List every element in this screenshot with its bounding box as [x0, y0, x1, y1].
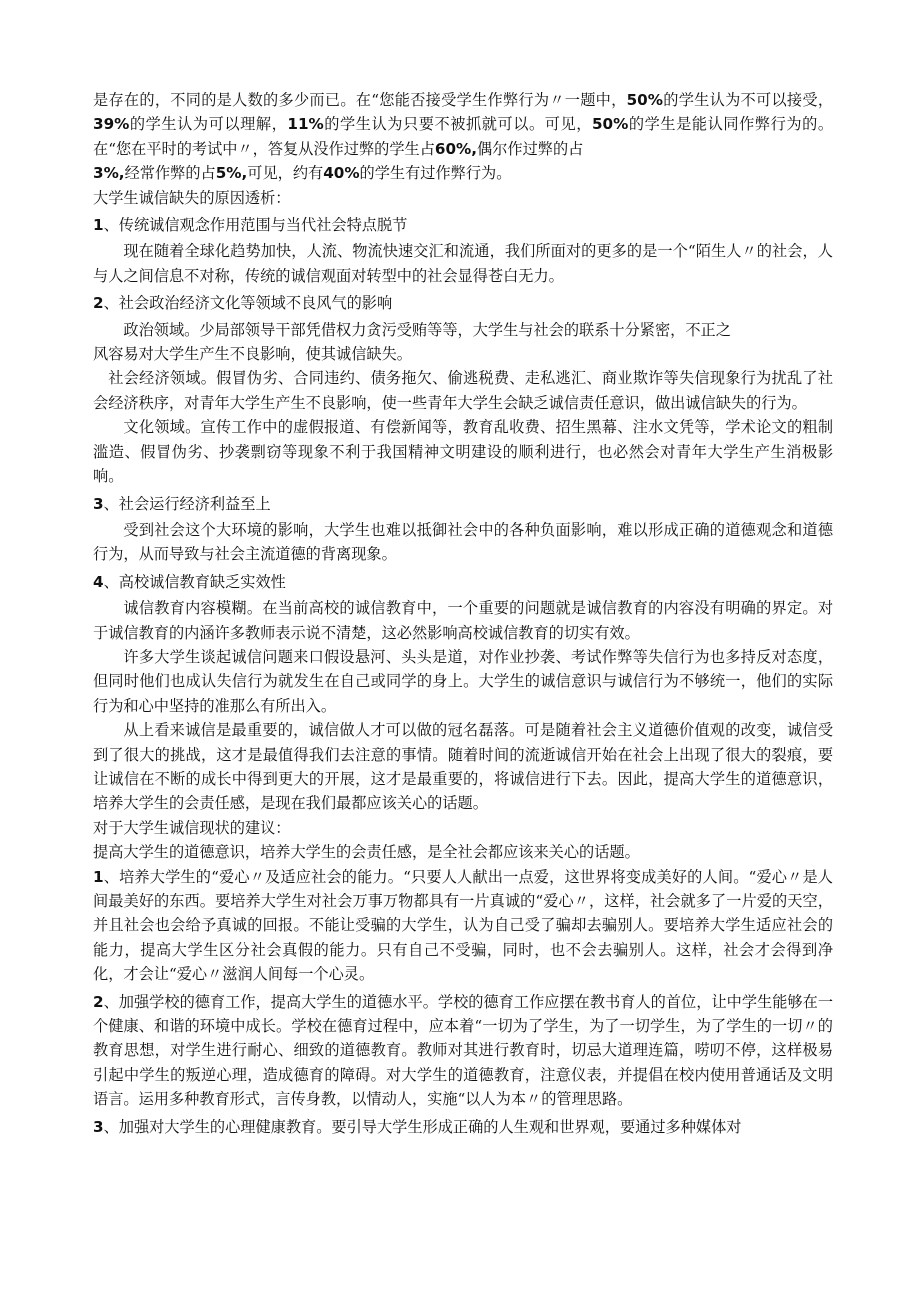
percent-value: 40% — [323, 164, 360, 183]
text-run: 是存在的，不同的是人数的多少而已。在“您能否接受学生作弊行为〃一题中， — [93, 91, 627, 109]
suggestion-1 — [93, 865, 833, 987]
cause-1-paragraph: 现在随着全球化趋势加快，人流、物流快速交汇和流通，我们所面对的更多的是一个“陌生人〃的社会，人与人之间信息不对称，传统的诚信观面对转型中的社会显得苍白无力。 — [93, 242, 833, 285]
percent-value: 60%, — [434, 139, 478, 158]
heading-number: 3 — [93, 494, 104, 513]
text-run: 的学生认为只要不被抓就可以。可见， — [323, 115, 592, 134]
document-page — [93, 88, 833, 1141]
suggestion-2 — [93, 990, 833, 1112]
suggestions-title: 对于大学生诚信现状的建议： — [93, 818, 291, 837]
suggestion-text: 、加强学校的德育工作，提高大学生的道德水平。学校的德育工作应摆在教书育人的首位，让中学生能够在一个健康、和谐的环境中成长。学校在德育过程中，应本着“一切为了学生，为了一切学生，为了学生的一切〃的教育思想，对学生进行耐心、细致的道德教育。教师对其进行教育时，切忌大道理连篇，唠叨不停，这样极易引起中学生的叛逆心理，造成德育的障碍。对大学生的道德教育，注意仪表，并提倡在校内使用普通话及文明语言。运用多种教育形式，言传身教，以情动人，实施“以人为本〃的管理思路。 — [93, 992, 833, 1109]
cause-2-politics-paragraph-b: 风容易对大学生产生不良影响，使其诚信缺失。 — [93, 345, 412, 364]
text-run: 的学生有过作弊行为。 — [359, 164, 512, 183]
suggestion-text: 、培养大学生的“爱心〃及适应社会的能力。“只要人人献出一点爱，这世界将变成美好的人间。“爱心〃是人间最美好的东西。要培养大学生对社会万事万物都具有一片真诚的“爱心〃，这样，社会就多了一片爱的天空，并且社会也会给予真诚的回报。不能让受骗的大学生，认为自己受了骗却去骗别人。要培养大学生适应社会的能力，提高大学生区分社会真假的能力。只有自己不受骗，同时，也不会去骗别人。这样，社会才会得到净化，才会让“爱心〃滋润人间每一个心灵。 — [93, 867, 833, 984]
heading-number: 4 — [93, 572, 104, 591]
suggestions-intro: 提高大学生的道德意识，培养大学生的会责任感，是全社会都应该来关心的话题。 — [93, 843, 640, 862]
suggestion-number: 2 — [93, 992, 104, 1011]
suggestion-3 — [93, 1115, 833, 1139]
cause-1-heading — [93, 213, 833, 237]
cause-3-heading — [93, 492, 833, 516]
cause-4-paragraph-3: 从上看来诚信是最重要的，诚信做人才可以做的冠名磊落。可是随着社会主义道德价值观的改变，诚信受到了很大的挑战，这才是最值得我们去注意的事情。随着时间的流逝诚信开始在社会上出现了很大的裂痕，要让诚信在不断的成长中得到更大的开展，这才是最重要的，将诚信进行下去。因此，提高大学生的道德意识，培养大学生的会责任感，是现在我们最都应该关心的话题。 — [93, 721, 833, 813]
percent-value: 3%, — [93, 164, 125, 183]
survey-paragraph — [93, 88, 833, 186]
suggestion-number: 1 — [93, 867, 104, 886]
text-run: 的学生认为不可以接受， — [662, 91, 834, 109]
text-run: 可见，约有 — [247, 164, 324, 183]
heading-text: 、社会运行经济利益至上 — [103, 494, 271, 513]
text-run: 偶尔作过弊的占 — [477, 139, 584, 158]
cause-3-paragraph: 受到社会这个大环境的影响，大学生也难以抵御社会中的各种负面影响，难以形成正确的道德观念和道德行为，从而导致与社会主流道德的背离现象。 — [93, 520, 833, 564]
percent-value: 50% — [626, 91, 663, 109]
percent-value: 39% — [93, 115, 130, 134]
cause-2-heading — [93, 291, 833, 315]
heading-text: 、传统诚信观念作用范围与当代社会特点脱节 — [103, 216, 408, 235]
percent-value: 50% — [591, 115, 629, 134]
heading-text: 、社会政治经济文化等领域不良风气的影响 — [103, 294, 393, 313]
percent-value: 11% — [287, 115, 324, 134]
cause-4-paragraph-1: 诚信教育内容模糊。在当前高校的诚信教育中，一个重要的问题就是诚信教育的内容没有明确的界定。对于诚信教育的内涵许多教师表示说不清楚，这必然影响高校诚信教育的切实有效。 — [93, 599, 833, 642]
heading-text: 、高校诚信教育缺乏实效性 — [103, 572, 286, 591]
cause-2-economy-paragraph: 社会经济领域。假冒伪劣、合同违约、债务拖欠、偷逃税费、走私逃汇、商业欺诈等失信现象行为扰乱了社会经济秩序，对青年大学生产生不良影响，使一些青年大学生会缺乏诚信责任意识，做出诚信缺失的行为。 — [93, 369, 833, 412]
cause-4-heading — [93, 570, 833, 594]
text-run: 的学生是能认同作弊行为的。在“您在平时的考试中〃，答复从没作过弊的学生占 — [93, 115, 834, 158]
percent-value: 5%, — [215, 164, 248, 183]
heading-number: 2 — [93, 294, 104, 313]
heading-number: 1 — [93, 216, 104, 235]
cause-2-culture-paragraph: 文化领域。宣传工作中的虚假报道、有偿新闻等，教育乱收费、招生黑幕、注水文凭等，学术论文的粗制滥造、假冒伪劣、抄袭剽窃等现象不利于我国精神文明建设的顺利进行，也必然会对青年大学生产生消极影响。 — [93, 418, 833, 486]
suggestion-number: 3 — [93, 1117, 104, 1136]
suggestion-text: 、加强对大学生的心理健康教育。要引导大学生形成正确的人生观和世界观，要通过多种媒体对 — [103, 1117, 742, 1136]
text-run: 的学生认为可以理解， — [129, 115, 288, 134]
text-run: 经常作弊的占 — [124, 164, 216, 183]
cause-2-politics-paragraph-a: 政治领域。少局部领导干部凭借权力贪污受贿等等，大学生与社会的联系十分紧密，不正之 — [123, 320, 731, 339]
cause-4-paragraph-2: 许多大学生谈起诚信问题来口假设悬河、头头是道，对作业抄袭、考试作弊等失信行为也多持反对态度，但同时他们也成认失信行为就发生在自己或同学的身上。大学生的诚信意识与诚信行为不够统一，他们的实际行为和心中坚持的准那么有所出入。 — [93, 647, 833, 715]
causes-title: 大学生诚信缺失的原因透析： — [93, 188, 291, 207]
